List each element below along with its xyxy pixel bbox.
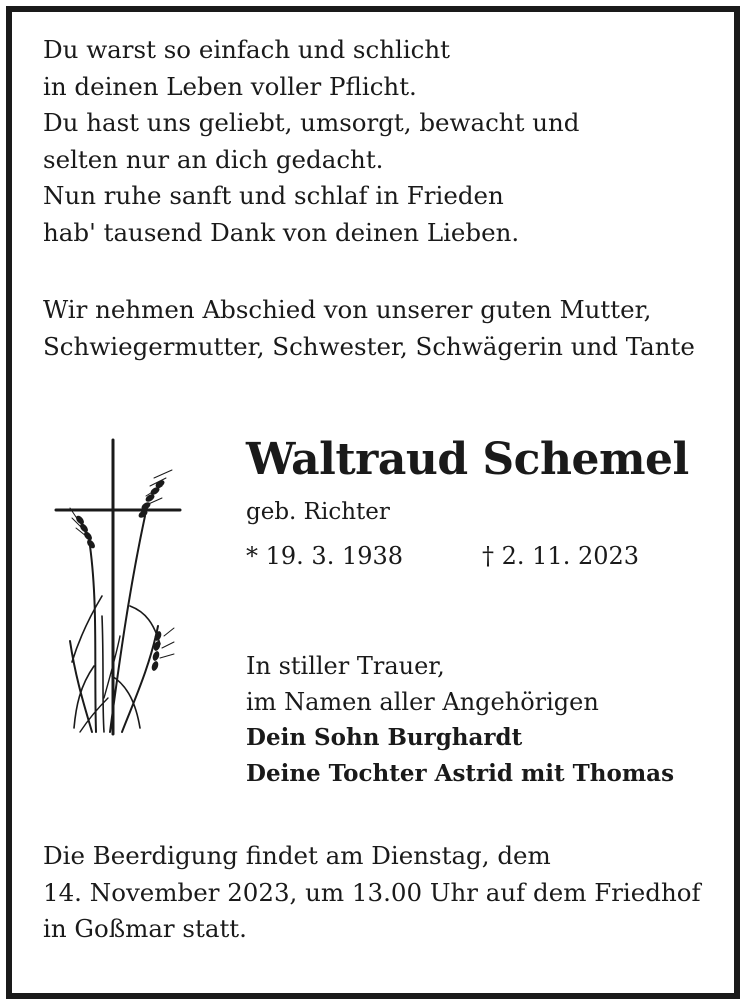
funeral-line: Die Beerdigung findet am Dienstag, dem: [43, 841, 551, 870]
cross-with-wheat-icon: [50, 436, 190, 736]
signature-block: [246, 648, 674, 792]
farewell-line: Schwiegermutter, Schwester, Schwägerin und Tante: [43, 331, 695, 361]
poem-line: Nun ruhe sanft und schlaf in Frieden: [43, 181, 504, 210]
birth-date: * 19. 3. 1938: [246, 542, 404, 570]
funeral-line: in Goßmar statt.: [43, 914, 247, 943]
maiden-name: geb. Richter: [246, 499, 390, 525]
funeral-line: 14. November 2023, um 13.00 Uhr auf dem Friedhof: [43, 877, 701, 907]
funeral-info: [43, 838, 701, 948]
mourner-name: Dein Sohn Burghardt: [246, 724, 523, 751]
poem-line: Du warst so einfach und schlicht: [43, 35, 451, 64]
signature-line: im Namen aller Angehörigen: [246, 688, 599, 716]
signature-line: In stiller Trauer,: [246, 652, 445, 680]
deceased-name: Waltraud Schemel: [246, 434, 689, 485]
mourner-name: Deine Tochter Astrid mit Thomas: [246, 760, 675, 787]
poem-line: hab' tausend Dank von deinen Lieben.: [43, 217, 520, 247]
farewell-text: [43, 292, 695, 365]
death-date: † 2. 11. 2023: [482, 542, 640, 570]
poem-line: Du hast uns geliebt, umsorgt, bewacht und: [43, 108, 580, 137]
poem-line: in deinen Leben voller Pflicht.: [43, 71, 417, 101]
farewell-line: Wir nehmen Abschied von unserer guten Mutter,: [43, 295, 652, 324]
poem: [43, 32, 579, 251]
poem-line: selten nur an dich gedacht.: [43, 144, 384, 174]
